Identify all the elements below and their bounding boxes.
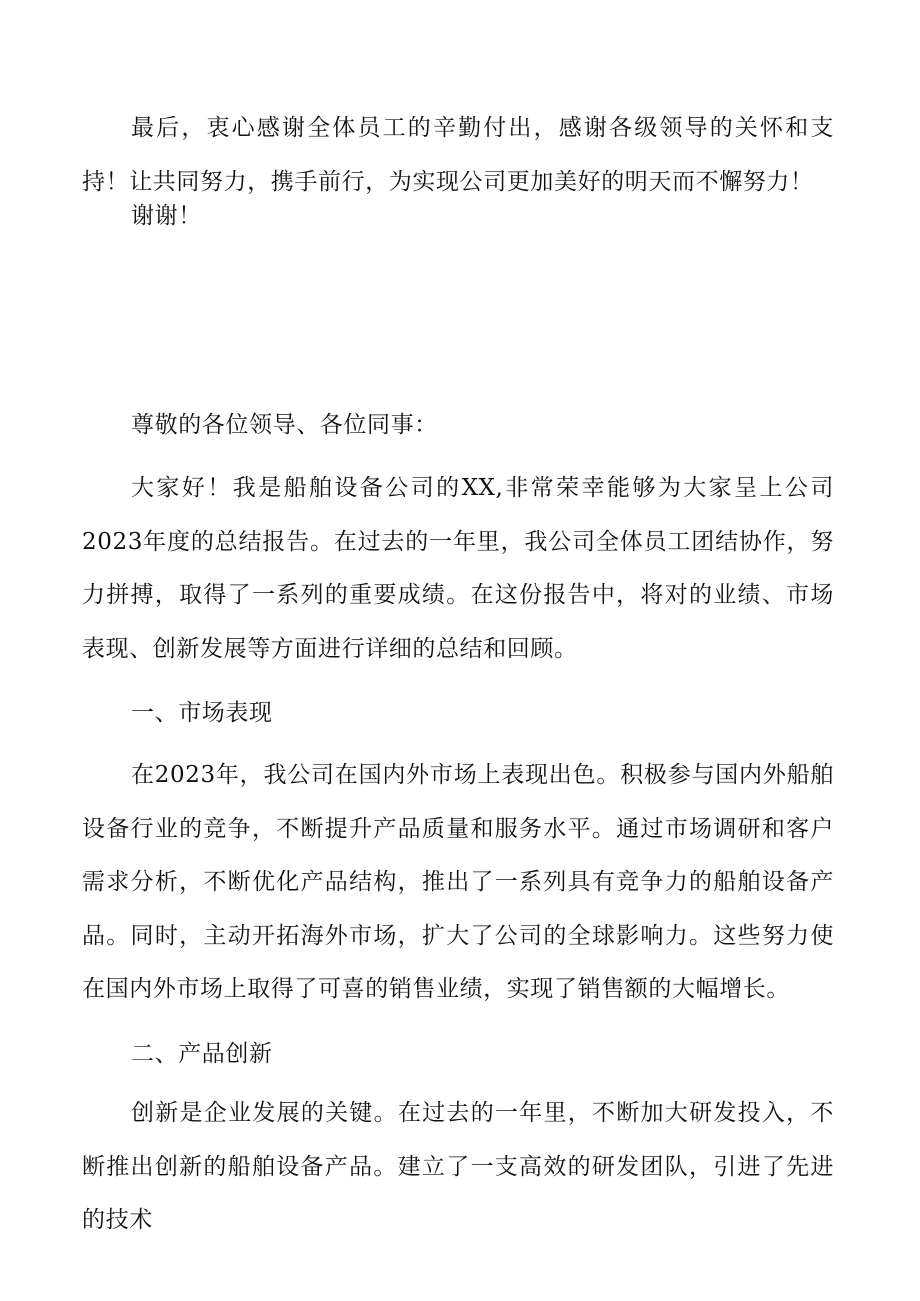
thank-you-line: 谢谢！ [131, 203, 202, 229]
innovation-paragraph: 创新是企业发展的关键。在过去的一年里，不断加大研发投入，不断推出创新的船舶设备产品。建立了一支高效的研发团队，引进了先进的技术 [82, 1100, 834, 1234]
market-paragraph: 在2023年，我公司在国内外市场上表现出色。积极参与国内外船舶设备行业的竞争，不断提升产品质量和服务水平。通过市场调研和客户需求分析，不断优化产品结构，推出了一系列具有竞争力的船舶设备产品。同时，主动开拓海外市场，扩大了公司的全球影响力。这些努力使在国内外市场上取得了可喜的销售业绩，实现了销售额的大幅增长。 [82, 762, 834, 1003]
section-heading-market: 一、市场表现 [131, 700, 273, 726]
salutation: 尊敬的各位领导、各位同事： [131, 412, 438, 438]
section-heading-innovation: 二、产品创新 [131, 1041, 273, 1067]
intro-paragraph: 大家好！我是船舶设备公司的XX,非常荣幸能够为大家呈上公司2023年度的总结报告。在过去的一年里，我公司全体员工团结协作，努力拼搏，取得了一系列的重要成绩。在这份报告中，将对的业绩、市场表现、创新发展等方面进行详细的总结和回顾。 [82, 475, 834, 662]
closing-thanks-paragraph: 最后，衷心感谢全体员工的辛勤付出，感谢各级领导的关怀和支持！让共同努力，携手前行，为实现公司更加美好的明天而不懈努力！ [82, 115, 834, 195]
